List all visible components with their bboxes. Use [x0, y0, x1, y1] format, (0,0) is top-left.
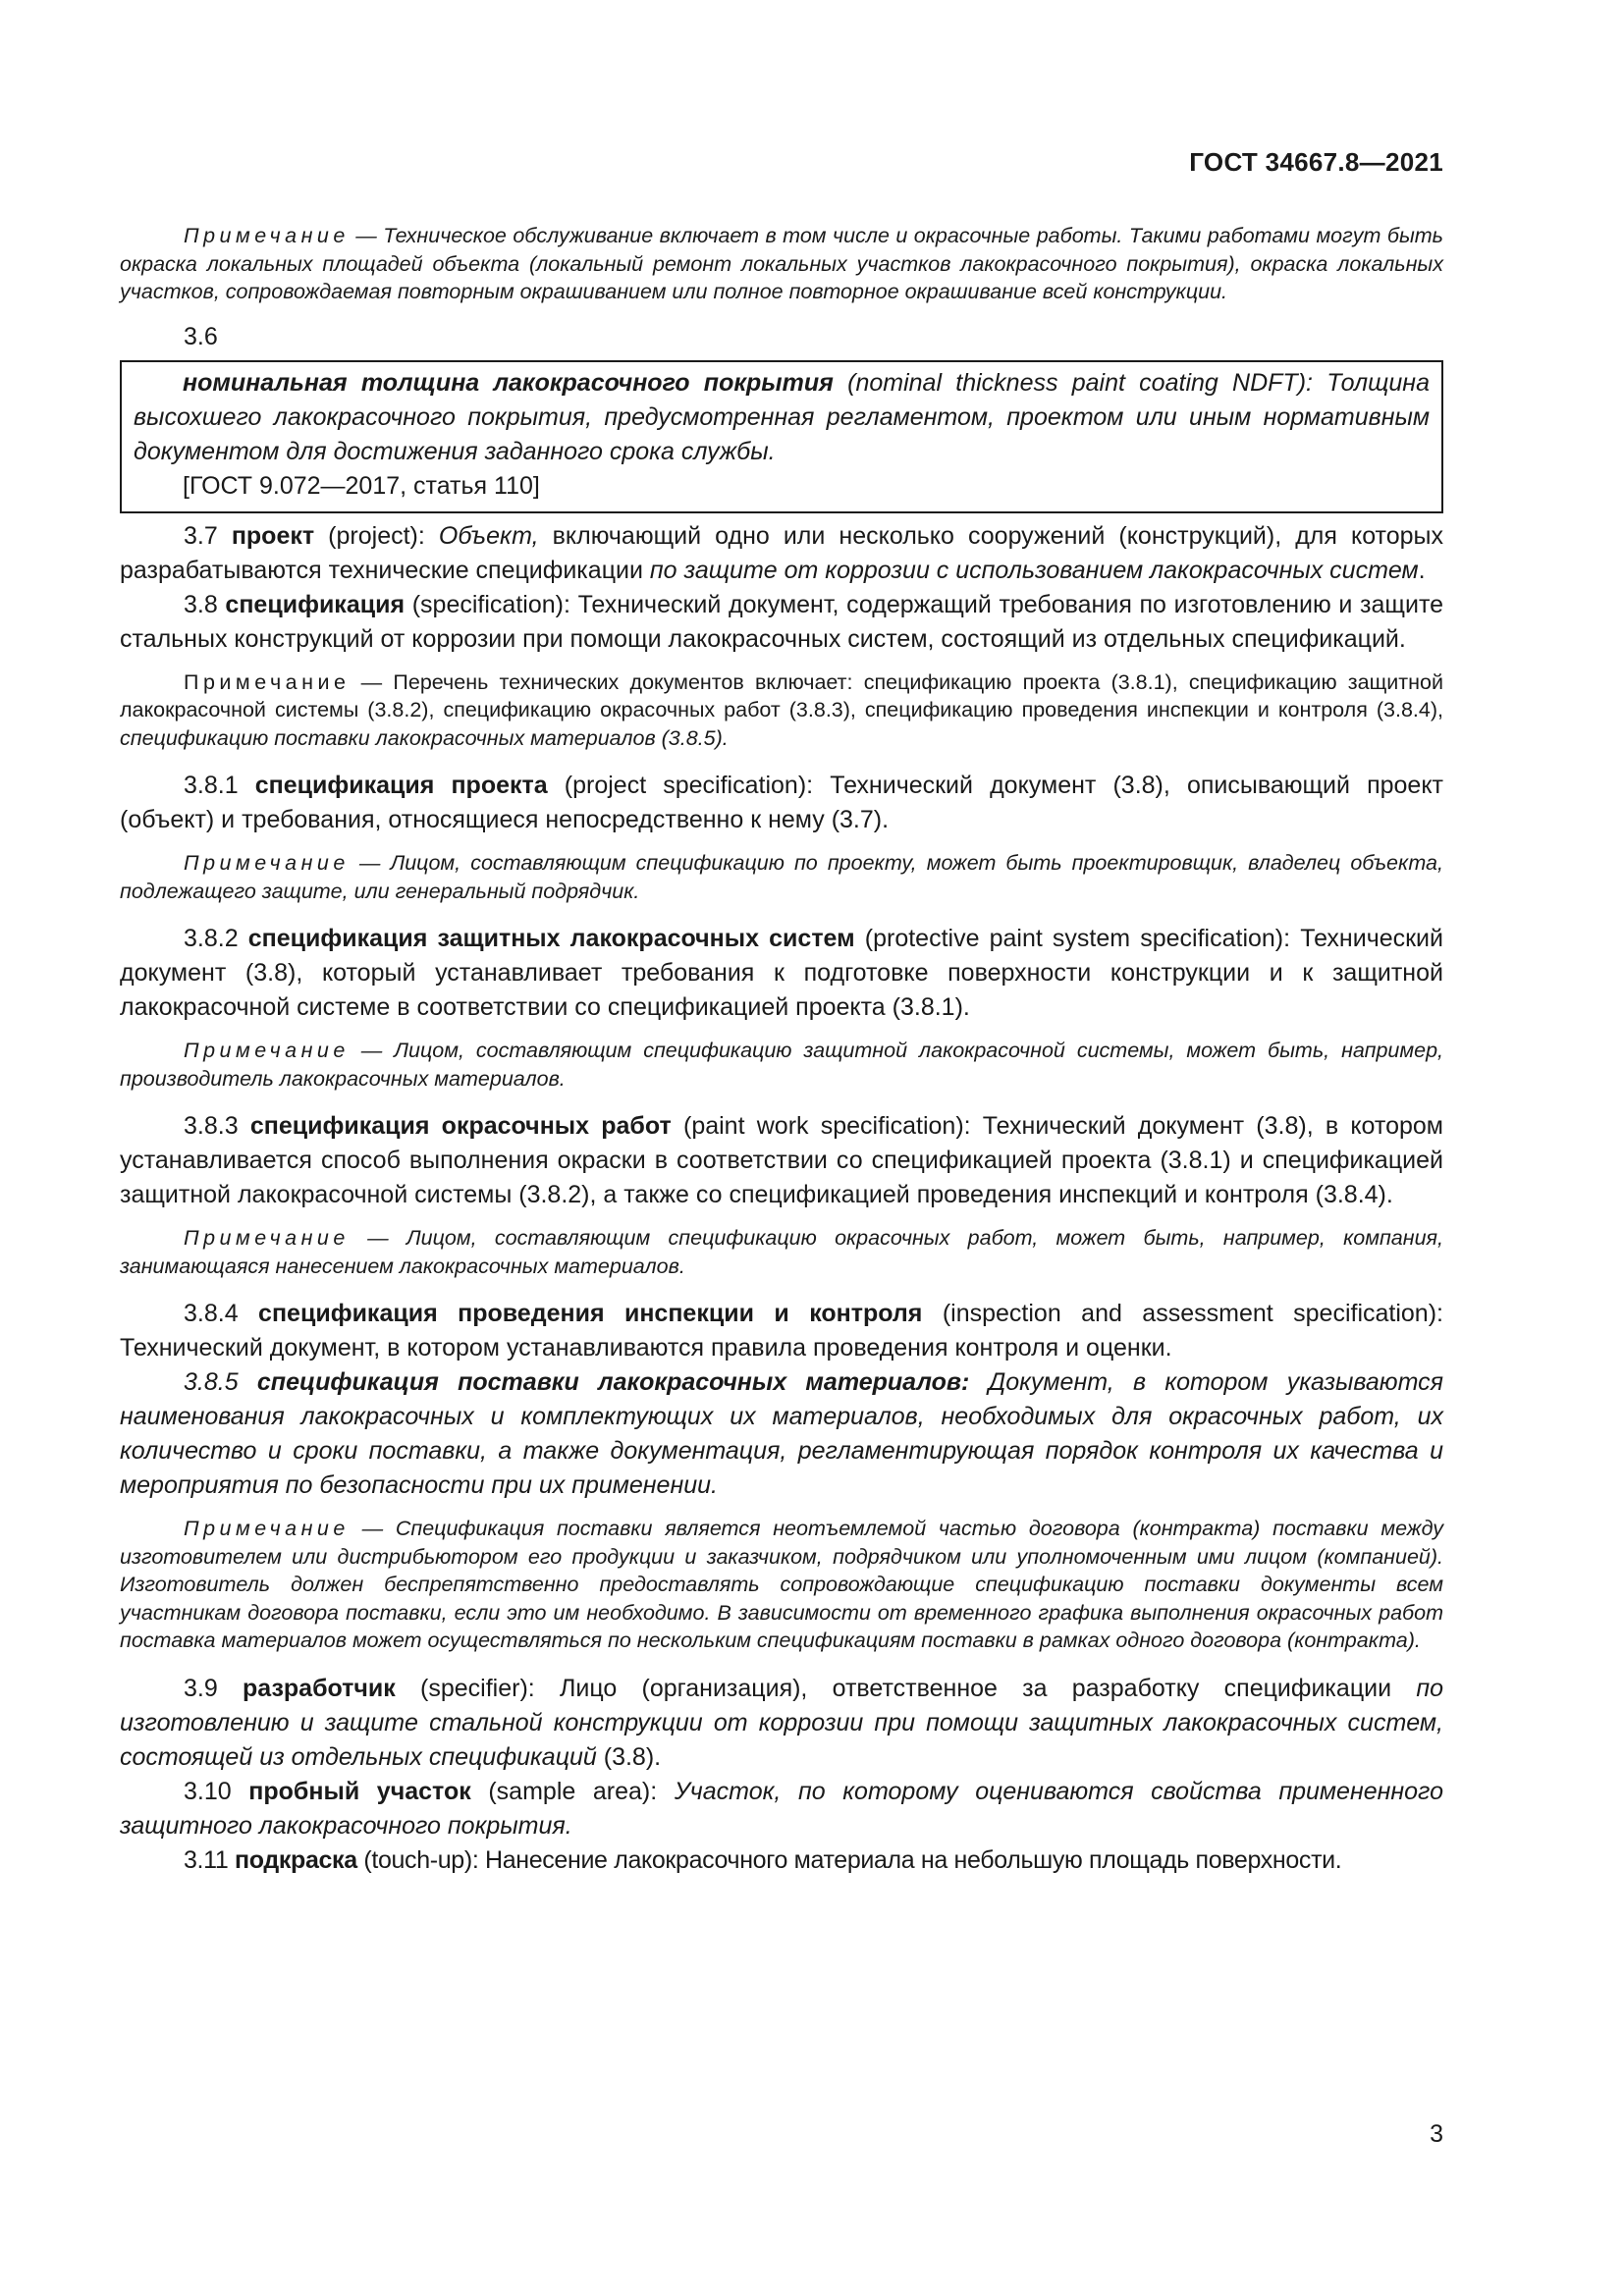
note-text-italic: спецификацию поставки лакокрасочных материалов (3.8.5). — [120, 725, 729, 750]
note-label: Примечание — [184, 669, 351, 694]
term-title: спецификация поставки лакокрасочных материалов: — [256, 1368, 970, 1396]
term-english: (touch-up): — [356, 1845, 486, 1874]
term-3-8 — [120, 588, 1443, 657]
note-text: Перечень технических документов включает: спецификацию проекта (3.8.1), спецификацию защитной лакокрасочной системы (3.8.2), спецификацию окрасочных работ (3.8.3), спецификацию проведения инспекции и контроля (3.8.4), — [120, 669, 1443, 721]
term-english: (specification): — [405, 590, 578, 618]
term-title: спецификация проведения инспекции и контроля — [258, 1300, 923, 1327]
term-3-6-number: 3.6 — [184, 322, 218, 350]
term-number: 3.8.1 — [184, 772, 255, 799]
term-definition-italic: по защите от коррозии с использованием лакокрасочных систем — [649, 556, 1419, 584]
term-title: спецификация защитных лакокрасочных систем — [247, 925, 855, 952]
term-3-10 — [120, 1775, 1443, 1843]
term-3-8-1 — [120, 769, 1443, 837]
page-number: 3 — [1430, 2120, 1443, 2148]
term-definition-italic: по изготовлению и защите стальной конструкции от коррозии при помощи защитных лакокрасочных систем, состоящей из отдельных спецификаций — [120, 1674, 1443, 1771]
term-number: 3.9 — [184, 1674, 243, 1702]
term-number: 3.8.2 — [184, 925, 248, 952]
note-text: Лицом, составляющим спецификацию по проекту, может быть проектировщик, владелец объекта, подлежащего защите, или генеральный подрядчик. — [120, 851, 1443, 903]
term-definition-text: Толщина высохшего лакокрасочного покрытия, предусмотренная регламентом, проектом или иным нормативным документом для достижения заданного срока службы. — [134, 368, 1430, 465]
term-number: 3.8.5 — [184, 1368, 257, 1396]
term-number: 3.8.4 — [184, 1300, 259, 1327]
term-title: подкраска — [235, 1845, 357, 1874]
term-definition-text: Технический документ (3.8), который устанавливает требования к подготовке поверхности конструкции и к защитной лакокрасочной системе в соответствии со спецификацией проекта (3.8.1). — [120, 925, 1443, 1021]
note-label: Примечание — [184, 851, 350, 875]
term-title: проект — [231, 521, 315, 550]
note-2 — [120, 668, 1443, 753]
term-3-6-definition — [134, 366, 1430, 469]
term-definition-end: (3.8). — [596, 1742, 662, 1771]
term-definition-text: Участок, по которому оцениваются свойства примененного защитного лакокрасочного покрытия. — [120, 1777, 1443, 1840]
term-english: (paint work specification): — [671, 1112, 983, 1140]
term-3-9 — [120, 1672, 1443, 1775]
term-3-7 — [120, 519, 1443, 588]
note-label: Примечание — [184, 1039, 350, 1062]
note-dash: — — [349, 1226, 406, 1250]
term-english: (protective paint system specification): — [854, 925, 1301, 952]
term-title: номинальная толщина лакокрасочного покрытия — [183, 368, 834, 397]
note-dash: — — [349, 1039, 395, 1062]
term-english: (inspection and assessment specification): — [922, 1300, 1443, 1327]
term-english: (project): — [314, 521, 439, 550]
term-number: 3.8 — [184, 590, 226, 618]
term-number: 3.11 — [184, 1845, 235, 1874]
note-4 — [120, 1037, 1443, 1093]
term-number: 3.7 — [184, 521, 232, 550]
note-3 — [120, 849, 1443, 905]
term-english: (nominal thickness paint coating NDFT) — [833, 368, 1307, 397]
term-english: (specifier): — [395, 1674, 560, 1702]
note-text: Лицом, составляющим спецификацию защитной лакокрасочной системы, может быть, например, производитель лакокрасочных материалов. — [120, 1039, 1443, 1091]
note-label: Примечание — [184, 224, 350, 247]
note-dash: — — [349, 851, 391, 875]
term-definition-text: Технический документ (3.8), в котором устанавливается способ выполнения окраски в соответствии со спецификацией проекта (3.8.1) и спецификацией защитной лакокрасочной системы (3.8.2), а также со спецификацией проведения инспекций и контроля (3.8.4). — [120, 1112, 1443, 1208]
note-text: Техническое обслуживание включает в том числе и окрасочные работы. Такими работами могут быть окраска локальных площадей объекта (локальный ремонт локальных участков лакокрасочного покрытия), окраска локальных участков, сопровождаемая повторным окрашиванием или полное повторное окрашивание всей конструкции. — [120, 224, 1443, 303]
note-6 — [120, 1515, 1443, 1655]
document-header: ГОСТ 34667.8—2021 — [1189, 147, 1443, 177]
note-dash: — — [349, 224, 384, 247]
term-definition-text: Технический документ, содержащий требования по изготовлению и защите стальных конструкций от коррозии при помощи лакокрасочных систем, состоящий из отдельных спецификаций. — [120, 590, 1444, 653]
page-content — [120, 222, 1443, 1878]
term-title: спецификация проекта — [254, 772, 548, 799]
term-definition-text: Лицо (организация), ответственное за разработку спецификации — [559, 1674, 1417, 1702]
note-text: Лицом, составляющим спецификацию окрасочных работ, может быть, например, компания, занимающаяся нанесением лакокрасочных материалов. — [120, 1226, 1443, 1278]
term-english: (project specification): — [547, 772, 831, 799]
term-3-6-reference: [ГОСТ 9.072—2017, статья 110] — [183, 471, 540, 500]
term-3-8-4 — [120, 1297, 1443, 1365]
term-definition-text: Технический документ (3.8), описывающий проект (объект) и требования, относящиеся непосредственно к нему (3.7). — [120, 772, 1443, 833]
term-definition-text: Документ, в котором указываются наименования лакокрасочных и комплектующих их материалов, необходимых для окрасочных работ, их количество и сроки поставки, а также документация, регламентирующая порядок контроля их качества и мероприятия по безопасности при их применении. — [120, 1368, 1443, 1499]
note-label: Примечание — [184, 1517, 350, 1540]
term-3-8-2 — [120, 922, 1443, 1025]
note-text: Спецификация поставки является неотъемлемой частью договора (контракта) поставки между изготовителем или дистрибьютором его продукции и заказчиком, подрядчиком или уполномоченным ими лицом (компанией). Изготовитель должен беспрепятственно предоставлять сопровождающие спецификацию поставки документы всем участникам договора поставки, если это им необходимо. В зависимости от временного графика выполнения окрасочных работ поставка материалов может осуществляться по нескольким спецификациям поставки в рамках одного договора (контракта). — [120, 1517, 1443, 1652]
term-title: разработчик — [243, 1674, 396, 1702]
term-definition-end: . — [1418, 556, 1426, 584]
term-3-6-box — [120, 360, 1443, 513]
term-title: спецификация — [225, 590, 406, 618]
term-definition-text: Технический документ, в котором устанавливаются правила проведения контроля и оценки. — [120, 1334, 1172, 1362]
note-1 — [120, 222, 1443, 306]
note-label: Примечание — [184, 1226, 350, 1250]
term-3-8-5 — [120, 1365, 1443, 1503]
term-definition-italic: Объект, — [438, 521, 539, 550]
term-number: 3.8.3 — [184, 1112, 250, 1140]
term-3-11 — [120, 1843, 1443, 1878]
term-definition-text: включающий одно или несколько сооружений (конструкций), для которых разрабатываются технические спецификации — [120, 521, 1444, 584]
term-3-8-3 — [120, 1109, 1443, 1212]
note-dash: — — [350, 669, 394, 694]
note-dash: — — [349, 1517, 396, 1540]
term-title: пробный участок — [248, 1777, 471, 1805]
term-definition-text: Нанесение лакокрасочного материала на небольшую площадь поверхности. — [485, 1845, 1342, 1874]
term-english: (sample area): — [470, 1777, 675, 1805]
term-colon: : — [1306, 368, 1327, 397]
term-number: 3.10 — [184, 1777, 249, 1805]
term-title: спецификация окрасочных работ — [249, 1112, 672, 1140]
note-5 — [120, 1224, 1443, 1280]
